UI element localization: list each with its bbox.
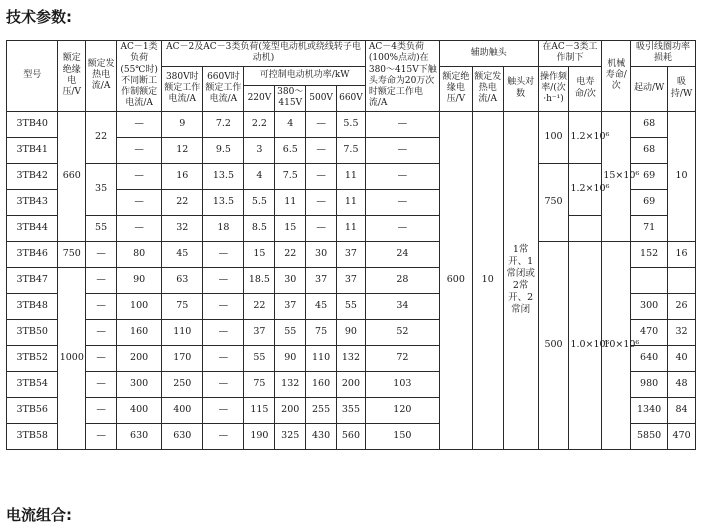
cell-p220: 37: [244, 319, 275, 345]
cell-p500: 45: [306, 293, 337, 319]
cell-ac4: 103: [365, 371, 439, 397]
cell-p660: 200: [337, 371, 366, 397]
cell-aux-current: 10: [472, 111, 503, 449]
cell-i660: —: [203, 345, 244, 371]
cell-model: 3TB54: [7, 371, 58, 397]
header-p380: 380～415V: [275, 86, 306, 112]
cell-start: 68: [631, 111, 668, 137]
cell-p380: 11: [275, 189, 306, 215]
cell-ac1: —: [117, 163, 162, 189]
spec-table: [6, 40, 696, 450]
cell-p380: 15: [275, 215, 306, 241]
cell-p500: 430: [306, 423, 337, 449]
cell-i660: —: [203, 267, 244, 293]
cell-heat-22: 22: [86, 111, 117, 163]
cell-i380: 22: [162, 189, 203, 215]
cell-heat: —: [86, 267, 117, 293]
cell-i660: 13.5: [203, 189, 244, 215]
cell-p220: 4: [244, 163, 275, 189]
cell-hold: 84: [668, 397, 696, 423]
cell-i660: 18: [203, 215, 244, 241]
cell-p380: 7.5: [275, 163, 306, 189]
cell-p380: 200: [275, 397, 306, 423]
table-row: [7, 215, 696, 241]
cell-i380: 400: [162, 397, 203, 423]
cell-p380: 6.5: [275, 137, 306, 163]
cell-i660: —: [203, 423, 244, 449]
cell-ac1: —: [117, 137, 162, 163]
cell-start: 5850: [631, 423, 668, 449]
cell-p660: 11: [337, 215, 366, 241]
cell-i380: 110: [162, 319, 203, 345]
cell-model: 3TB46: [7, 241, 58, 267]
header-heat-current: 额定发热电流/A: [86, 41, 117, 112]
table-row: [7, 111, 696, 137]
cell-ac1: —: [117, 111, 162, 137]
cell-p660: 37: [337, 267, 366, 293]
header-p220: 220V: [244, 86, 275, 112]
cell-hold: 26: [668, 293, 696, 319]
cell-freq-750: 750: [538, 163, 569, 241]
cell-model: 3TB43: [7, 189, 58, 215]
cell-p220: 15: [244, 241, 275, 267]
cell-ins-voltage-1000: 1000: [58, 267, 86, 449]
cell-ac1: 160: [117, 319, 162, 345]
cell-p500: 110: [306, 345, 337, 371]
cell-p500: 37: [306, 267, 337, 293]
cell-model: 3TB41: [7, 137, 58, 163]
cell-ac4: 120: [365, 397, 439, 423]
cell-p500: —: [306, 111, 337, 137]
cell-heat: —: [86, 345, 117, 371]
header-row-1: [7, 41, 696, 67]
header-start-w: 起动/W: [631, 66, 668, 111]
header-power-group: 可控制电动机功率/kW: [244, 66, 365, 86]
cell-p660: 11: [337, 189, 366, 215]
cell-p380: 325: [275, 423, 306, 449]
cell-start: 300: [631, 293, 668, 319]
cell-start: 69: [631, 189, 668, 215]
cell-model: 3TB47: [7, 267, 58, 293]
cell-i660: —: [203, 241, 244, 267]
header-cur380: 380V时额定工作电流/A: [162, 66, 203, 111]
page-heading-current-combo: 电流组合:: [6, 506, 72, 524]
cell-start: 71: [631, 215, 668, 241]
header-ac3-group: 在AC－3类工作制下: [538, 41, 602, 67]
cell-p380: 4: [275, 111, 306, 137]
cell-heat: —: [86, 397, 117, 423]
cell-ac4: —: [365, 215, 439, 241]
cell-p660: 11: [337, 163, 366, 189]
cell-i660: —: [203, 371, 244, 397]
cell-ac4: 24: [365, 241, 439, 267]
header-hold-w: 吸持/W: [668, 66, 696, 111]
cell-hold: 48: [668, 371, 696, 397]
cell-ac1: 630: [117, 423, 162, 449]
cell-ac4: 28: [365, 267, 439, 293]
cell-ac4: —: [365, 137, 439, 163]
cell-ac4: 52: [365, 319, 439, 345]
cell-start: 640: [631, 345, 668, 371]
cell-i660: 9.5: [203, 137, 244, 163]
cell-p660: 90: [337, 319, 366, 345]
cell-start: 1340: [631, 397, 668, 423]
cell-i660: —: [203, 293, 244, 319]
cell-i660: 13.5: [203, 163, 244, 189]
header-ac4: AC－4类负荷(100%点动)在380～415V下触头寿命为20万次时额定工作电流/A: [365, 41, 439, 112]
cell-ac4: —: [365, 111, 439, 137]
cell-aux-pairs: 1常开、1常闭或2常开、2常闭: [503, 111, 538, 449]
header-op-freq: 操作频率/(次·h⁻¹): [538, 66, 569, 111]
header-aux-current: 额定发热电流/A: [472, 66, 503, 111]
header-ac23-group: AC－2及AC－3类负荷(笼型电动机或绕线转子电动机): [162, 41, 366, 67]
cell-start: [631, 267, 668, 293]
cell-p380: 22: [275, 241, 306, 267]
cell-heat: —: [86, 423, 117, 449]
cell-ac4: —: [365, 163, 439, 189]
cell-model: 3TB58: [7, 423, 58, 449]
table-row: [7, 163, 696, 189]
cell-ac1: 100: [117, 293, 162, 319]
cell-p380: 30: [275, 267, 306, 293]
cell-p500: 160: [306, 371, 337, 397]
header-ins-voltage: 额定绝缘电压/V: [58, 41, 86, 112]
header-cur660: 660V时额定工作电流/A: [203, 66, 244, 111]
cell-life-empty: [569, 215, 602, 241]
cell-p500: 30: [306, 241, 337, 267]
cell-hold: [668, 267, 696, 293]
cell-p660: 55: [337, 293, 366, 319]
header-mech-life: 机械寿命/次: [602, 41, 631, 112]
cell-i380: 63: [162, 267, 203, 293]
cell-p500: 255: [306, 397, 337, 423]
cell-ac1: 200: [117, 345, 162, 371]
header-aux-voltage: 额定绝缘电压/V: [439, 66, 472, 111]
cell-p220: 5.5: [244, 189, 275, 215]
header-elec-life: 电寿命/次: [569, 66, 602, 111]
cell-p660: 5.5: [337, 111, 366, 137]
cell-ac1: —: [117, 215, 162, 241]
cell-p500: —: [306, 215, 337, 241]
cell-life-b: 1.2×10⁶: [569, 163, 602, 215]
cell-i380: 32: [162, 215, 203, 241]
cell-p220: 75: [244, 371, 275, 397]
cell-p220: 190: [244, 423, 275, 449]
header-p500: 500V: [306, 86, 337, 112]
cell-p660: 355: [337, 397, 366, 423]
cell-ac1: —: [117, 189, 162, 215]
cell-i380: 75: [162, 293, 203, 319]
cell-ac1: 300: [117, 371, 162, 397]
cell-start: 980: [631, 371, 668, 397]
header-aux-group: 辅助触头: [439, 41, 538, 67]
cell-ac1: 400: [117, 397, 162, 423]
cell-p220: 3: [244, 137, 275, 163]
cell-start: 470: [631, 319, 668, 345]
cell-start: 152: [631, 241, 668, 267]
cell-p380: 55: [275, 319, 306, 345]
page-heading-specs: 技术参数:: [6, 8, 72, 26]
header-aux-pairs: 触头对数: [503, 66, 538, 111]
cell-p220: 115: [244, 397, 275, 423]
cell-model: 3TB52: [7, 345, 58, 371]
cell-p500: —: [306, 163, 337, 189]
cell-mech-a: 15×10⁶: [602, 111, 631, 241]
cell-ac1: 80: [117, 241, 162, 267]
cell-p380: 90: [275, 345, 306, 371]
cell-p220: 18.5: [244, 267, 275, 293]
cell-hold: 16: [668, 241, 696, 267]
cell-aux-voltage: 600: [439, 111, 472, 449]
cell-heat: —: [86, 241, 117, 267]
cell-ins-voltage-660: 660: [58, 111, 86, 241]
cell-i660: —: [203, 397, 244, 423]
cell-i660: —: [203, 319, 244, 345]
cell-p660: 7.5: [337, 137, 366, 163]
cell-heat: —: [86, 371, 117, 397]
cell-heat-55: 55: [86, 215, 117, 241]
cell-i380: 9: [162, 111, 203, 137]
cell-i380: 12: [162, 137, 203, 163]
cell-model: 3TB56: [7, 397, 58, 423]
cell-heat-35: 35: [86, 163, 117, 215]
cell-p660: 132: [337, 345, 366, 371]
cell-hold: 32: [668, 319, 696, 345]
cell-p500: —: [306, 189, 337, 215]
cell-heat: —: [86, 319, 117, 345]
cell-hold: 470: [668, 423, 696, 449]
cell-heat: —: [86, 293, 117, 319]
header-ac1: AC－1类负荷(55℃时)不同断工作制额定电流/A: [117, 41, 162, 112]
cell-ac4: 72: [365, 345, 439, 371]
cell-p660: 37: [337, 241, 366, 267]
cell-ac4: —: [365, 189, 439, 215]
cell-ins-voltage-750: 750: [58, 241, 86, 267]
cell-mech-b: 10×10⁶: [602, 241, 631, 449]
cell-ac4: 150: [365, 423, 439, 449]
cell-p500: 75: [306, 319, 337, 345]
cell-i660: 7.2: [203, 111, 244, 137]
cell-p380: 132: [275, 371, 306, 397]
cell-life-a: 1.2×10⁶: [569, 111, 602, 163]
table-row: [7, 241, 696, 267]
header-model: 型号: [7, 41, 58, 112]
cell-i380: 630: [162, 423, 203, 449]
cell-p500: —: [306, 137, 337, 163]
cell-i380: 170: [162, 345, 203, 371]
cell-p660: 560: [337, 423, 366, 449]
cell-ac1: 90: [117, 267, 162, 293]
cell-i380: 250: [162, 371, 203, 397]
cell-hold-top: 10: [668, 111, 696, 241]
header-p660: 660V: [337, 86, 366, 112]
cell-p220: 22: [244, 293, 275, 319]
cell-life-c: 1.0×10⁶: [569, 241, 602, 449]
cell-start: 69: [631, 163, 668, 189]
cell-i380: 16: [162, 163, 203, 189]
cell-start: 68: [631, 137, 668, 163]
cell-freq-500: 500: [538, 241, 569, 449]
cell-model: 3TB42: [7, 163, 58, 189]
header-coil-group: 吸引线圈功率损耗: [631, 41, 696, 67]
cell-freq-100: 100: [538, 111, 569, 163]
cell-i380: 45: [162, 241, 203, 267]
cell-p220: 55: [244, 345, 275, 371]
cell-p220: 2.2: [244, 111, 275, 137]
cell-p380: 37: [275, 293, 306, 319]
cell-ac4: 34: [365, 293, 439, 319]
cell-p220: 8.5: [244, 215, 275, 241]
cell-model: 3TB50: [7, 319, 58, 345]
cell-hold: 40: [668, 345, 696, 371]
cell-model: 3TB40: [7, 111, 58, 137]
cell-model: 3TB48: [7, 293, 58, 319]
cell-model: 3TB44: [7, 215, 58, 241]
